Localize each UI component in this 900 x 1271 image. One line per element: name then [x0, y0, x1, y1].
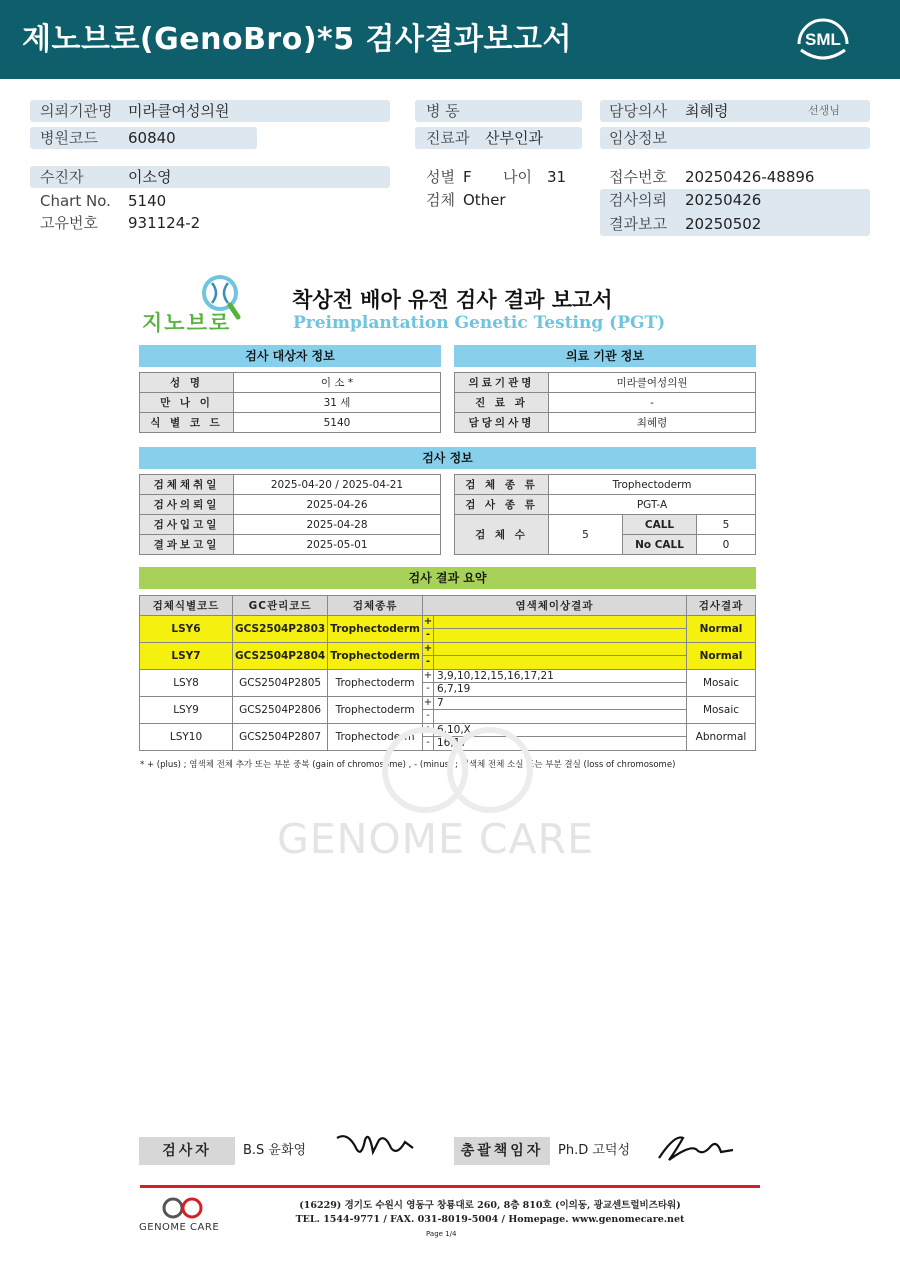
gc-code-cell: GCS2504P2805: [233, 670, 328, 697]
minus-sign: -: [426, 737, 430, 748]
table-row: [140, 616, 756, 643]
result-cell: Normal: [687, 616, 756, 643]
specimen-count: 5: [549, 515, 623, 555]
request-date: 2025-04-26: [234, 495, 441, 515]
institution-section-header: 의료 기관 정보: [454, 345, 756, 367]
plus-sign: +: [423, 724, 433, 735]
subject-section-header: 검사 대상자 정보: [139, 345, 441, 367]
gain-chromosomes: 6,10,X: [434, 724, 686, 737]
chart-label: Chart No.: [40, 192, 111, 210]
inst-name: 미라클여성의원: [549, 373, 756, 393]
patient-value: 이소영: [128, 168, 172, 186]
specimen-row: [415, 189, 582, 211]
nocall-value: 0: [697, 535, 756, 555]
inst-dept-label: 진 료 과: [455, 393, 549, 413]
patient-info-panel: [0, 95, 900, 245]
specimen-cell: Trophectoderm: [328, 724, 423, 751]
footer-divider: [140, 1185, 760, 1188]
watermark-text: GENOME CARE: [277, 815, 594, 863]
subject-age-label: 만 나 이: [140, 393, 234, 413]
specimen-label: 검체: [426, 191, 455, 209]
gc-code-cell: GCS2504P2803: [233, 616, 328, 643]
address-line: (16229) 경기도 수원시 영동구 창룡대로 260, 8층 810호 (이의동, 광교센트럴비즈타워): [299, 1200, 681, 1211]
dates-block: [600, 189, 870, 236]
test-dates-table: [139, 474, 441, 555]
sample-id-cell: LSY6: [140, 616, 233, 643]
collect-value: 2025-04-20 / 2025-04-21: [234, 475, 441, 495]
sample-id-cell: LSY10: [140, 724, 233, 751]
clinical-row: [600, 127, 870, 149]
result-cell: Normal: [687, 643, 756, 670]
sign-cell: [422, 616, 433, 643]
request-value: 20250426: [685, 191, 762, 209]
inst-name-label: 의료기관명: [455, 373, 549, 393]
department-label: 진료과: [426, 129, 470, 147]
gain-chromosomes: [434, 616, 686, 629]
plus-sign: +: [423, 670, 433, 681]
sml-logo-text: SML: [805, 30, 841, 49]
doctor-value: 최혜령: [685, 102, 729, 120]
report-date: 2025-05-01: [234, 535, 441, 555]
col-sample-id: 검체식별코드: [140, 596, 233, 616]
specimen-cell: Trophectoderm: [328, 616, 423, 643]
institution-table: [454, 372, 756, 433]
test-type-label: 검 사 종 류: [455, 495, 549, 515]
hospital-code-value: 60840: [128, 129, 176, 147]
watermark-logo-icon: [370, 720, 550, 820]
hospital-code-row: [30, 127, 257, 149]
loss-chromosomes: 16,17: [436, 737, 468, 749]
unique-row: [30, 212, 390, 234]
page-number: Page 1/4: [426, 1230, 457, 1238]
gain-chromosomes: 3,9,10,12,15,16,17,21: [434, 670, 686, 683]
gc-code-cell: GCS2504P2804: [233, 643, 328, 670]
call-value: 5: [697, 515, 756, 535]
department-row: [415, 127, 582, 149]
result-cell: Mosaic: [687, 697, 756, 724]
plus-sign: +: [423, 643, 433, 654]
request-label: 검사의뢰: [609, 191, 667, 209]
institution-row: [30, 100, 390, 122]
loss-chromosomes: 6,7,19: [436, 683, 471, 695]
inst-doctor-label: 담당의사명: [455, 413, 549, 433]
inst-doctor: 최혜령: [549, 413, 756, 433]
specimen-cell: Trophectoderm: [328, 643, 423, 670]
specimen-cell: Trophectoderm: [328, 670, 423, 697]
sign-cell: [422, 670, 433, 697]
plus-sign: +: [423, 697, 433, 708]
report-date-label: 결과보고일: [140, 535, 234, 555]
clinical-label: 임상정보: [609, 129, 667, 147]
genobro-logo-text: 지노브로: [142, 311, 232, 335]
summary-section-header: 검사 결과 요약: [139, 567, 756, 589]
receipt-label: 접수번호: [609, 168, 667, 186]
footnote: * + (plus) ; 염색체 전체 추가 또는 부분 중복 (gain of chromosome) , - (minus) ; 염색체 전체 소실 또는 부분 결실 (loss of chromosome): [140, 760, 676, 770]
test-type: PGT-A: [549, 495, 756, 515]
patient-label: 수진자: [40, 168, 84, 186]
receive-date: 2025-04-28: [234, 515, 441, 535]
test-section-header: 검사 정보: [139, 447, 756, 469]
abnormality-cell: [433, 616, 686, 643]
ward-label: 병 동: [426, 102, 460, 120]
specimen-value: Other: [463, 191, 506, 209]
subject-id-label: 식 별 코 드: [140, 413, 234, 433]
institution-label: 의뢰기관명: [40, 102, 113, 120]
report-title: 착상전 배아 유전 검사 결과 보고서: [292, 288, 613, 312]
sample-id-cell: LSY8: [140, 670, 233, 697]
sample-id-cell: LSY9: [140, 697, 233, 724]
collect-label: 검체채취일: [140, 475, 234, 495]
minus-sign: -: [425, 629, 431, 640]
subject-name: 이 소 *: [234, 373, 441, 393]
report-header: [0, 0, 900, 79]
loss-chromosomes: [434, 656, 686, 669]
table-row: [140, 670, 756, 697]
gc-code-cell: GCS2504P2807: [233, 724, 328, 751]
call-label: CALL: [623, 515, 697, 535]
chart-value: 5140: [128, 192, 167, 210]
col-gc-code: GC관리코드: [233, 596, 328, 616]
specimen-count-label: 검 체 수: [455, 515, 549, 555]
specimen-cell: Trophectoderm: [328, 697, 423, 724]
test-specimen-table: [454, 474, 756, 555]
result-cell: Mosaic: [687, 670, 756, 697]
result-value: 20250502: [685, 215, 762, 233]
chief-signature-icon: [655, 1130, 735, 1166]
nocall-label: No CALL: [623, 535, 697, 555]
chief-label: 총괄책임자: [454, 1137, 550, 1165]
loss-chromosomes: [434, 629, 686, 642]
subject-table: [139, 372, 441, 433]
sml-logo-icon: [793, 14, 853, 64]
chart-row: [30, 190, 390, 212]
footer-address: [295, 1199, 685, 1227]
sex-age-row: [415, 166, 582, 188]
contact-line: TEL. 1544-9771 / FAX. 031-8019-5004 / Homepage. www.genomecare.net: [295, 1214, 685, 1225]
chief-name: Ph.D 고덕성: [558, 1143, 631, 1158]
plus-sign: +: [423, 616, 433, 627]
receipt-value: 20250426-48896: [685, 168, 815, 186]
subject-id: 5140: [234, 413, 441, 433]
tester-label: 검사자: [139, 1137, 235, 1165]
col-abnormality: 염색체이상결과: [422, 596, 686, 616]
result-cell: Abnormal: [687, 724, 756, 751]
doctor-label: 담당의사: [609, 102, 667, 120]
sample-id-cell: LSY7: [140, 643, 233, 670]
abnormality-cell: [433, 643, 686, 670]
patient-row: [30, 166, 390, 188]
sex-value: F: [463, 168, 472, 186]
tester-signature-icon: [335, 1130, 415, 1166]
minus-sign: -: [426, 683, 430, 694]
unique-label: 고유번호: [40, 214, 98, 232]
department-value: 산부인과: [485, 129, 543, 147]
tester-name: B.S 윤화영: [243, 1143, 307, 1158]
hospital-code-label: 병원코드: [40, 129, 98, 147]
gc-code-cell: GCS2504P2806: [233, 697, 328, 724]
age-label: 나이: [503, 168, 532, 186]
col-specimen: 검체종류: [328, 596, 423, 616]
age-value: 31: [547, 168, 567, 186]
doctor-row: [600, 100, 870, 122]
subject-name-label: 성 명: [140, 373, 234, 393]
subject-age: 31 세: [234, 393, 441, 413]
col-result: 검사결과: [687, 596, 756, 616]
specimen-type-label: 검 체 종 류: [455, 475, 549, 495]
doctor-suffix: 선생님: [808, 104, 840, 117]
receipt-row: [600, 166, 870, 188]
minus-sign: -: [426, 710, 430, 721]
minus-sign: -: [425, 656, 431, 667]
inst-dept: -: [549, 393, 756, 413]
receive-date-label: 검사입고일: [140, 515, 234, 535]
ward-row: [415, 100, 582, 122]
report-subtitle: Preimplantation Genetic Testing (PGT): [293, 313, 666, 333]
result-label: 결과보고: [609, 215, 667, 233]
table-row: [140, 643, 756, 670]
institution-value: 미라클여성의원: [128, 102, 230, 120]
specimen-type: Trophectoderm: [549, 475, 756, 495]
request-date-label: 검사의뢰일: [140, 495, 234, 515]
page-title: 제노브로(GenoBro)*5 검사결과보고서: [22, 22, 572, 57]
sign-cell: [422, 643, 433, 670]
gain-chromosomes: [434, 643, 686, 656]
genomecare-logo-text: GENOME CARE: [139, 1222, 220, 1233]
gain-chromosomes: 7: [434, 697, 686, 710]
sex-label: 성별: [426, 168, 455, 186]
unique-value: 931124-2: [128, 214, 201, 232]
abnormality-cell: [433, 670, 686, 697]
